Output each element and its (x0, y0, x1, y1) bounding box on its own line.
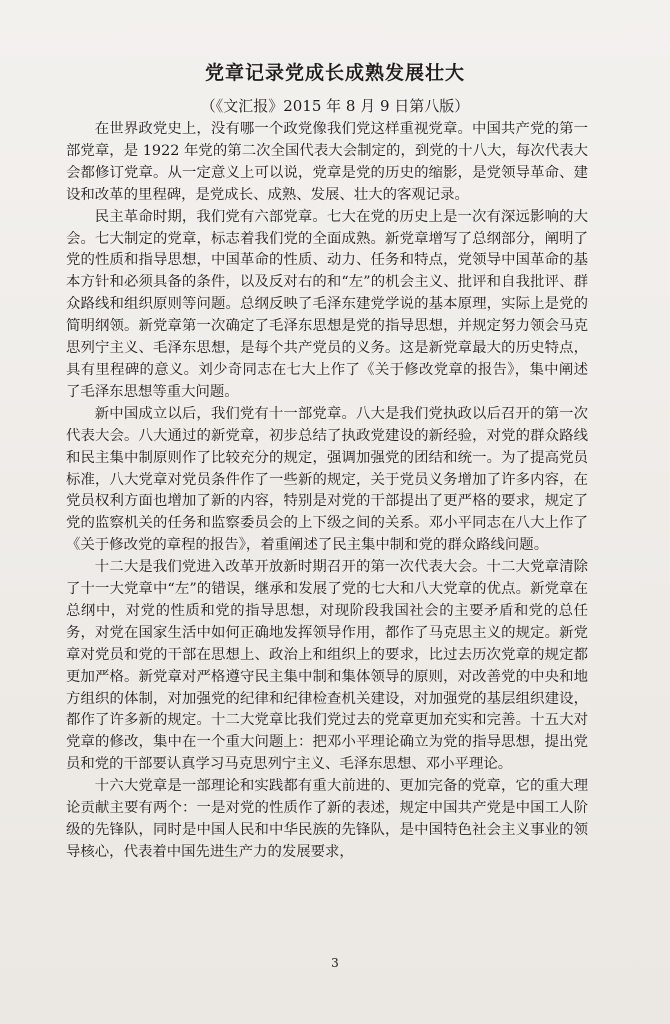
paragraph: 十六大党章是一部理论和实践都有重大前进的、更加完备的党章，它的重大理论贡献主要有两个：一是对党的性质作了新的表述，规定中国共产党是中国工人阶级的先锋队，同时是中国人民和中华民族的先锋队，是中国特色社会主义事业的领导核心，代表着中国先进生产力的发展要求， (66, 778, 588, 860)
paragraph: 十二大是我们党进入改革开放新时期召开的第一次代表大会。十二大党章清除了十一大党章中“左”的错误，继承和发展了党的七大和八大党章的优点。新党章在总纲中，对党的性质和党的指导思想，对现阶段我国社会的主要矛盾和党的总任务，对党在国家生活中如何正确地发挥领导作用，都作了马克思主义的规定。新党章对党员和党的干部在思想上、政治上和组织上的要求，比过去历次党章的规定都更加严格。新党章对严格遵守民主集中制和集体领导的原则，对改善党的中央和地方组织的体制，对加强党的纪律和纪律检查机关建设，对加强党的基层组织建设，都作了许多新的规定。十二大党章比我们党过去的党章更加充实和完善。十五大对党章的修改，集中在一个重大问题上：把邓小平理论确立为党的指导思想，提出党员和党的干部要认真学习马克思列宁主义、毛泽东思想、邓小平理论。 (66, 559, 588, 773)
article-body (66, 119, 588, 864)
paragraph: 在世界政党史上，没有哪一个政党像我们党这样重视党章。中国共产党的第一部党章，是 1922 年党的第二次全国代表大会制定的，到党的十八大，每次代表大会都修订党章。从一定意义上可以说，党章是党的历史的缩影，是党领导革命、建设和改革的里程碑，是党成长、成熟、发展、壮大的客观记录。 (66, 121, 588, 203)
article-title: 党章记录党成长成熟发展壮大 (204, 62, 465, 84)
page-number: 3 (331, 956, 339, 970)
article-source: （《文汇报》2015 年 8 月 9 日第八版） (200, 97, 470, 115)
paragraph: 新中国成立以后，我们党有十一部党章。八大是我们党执政以后召开的第一次代表大会。八大通过的新党章，初步总结了执政党建设的新经验，对党的群众路线和民主集中制原则作了比较充分的规定，强调加强党的团结和统一。为了提高党员标准，八大党章对党员条件作了一些新的规定，关于党员义务增加了许多内容，在党员权利方面也增加了新的内容，特别是对党的干部提出了更严格的要求，规定了党的监察机关的任务和监察委员会的上下级之间的关系。邓小平同志在八大上作了《关于修改党的章程的报告》，着重阐述了民主集中制和党的群众路线问题。 (66, 405, 588, 554)
paragraph: 民主革命时期，我们党有六部党章。七大在党的历史上是一次有深远影响的大会。七大制定的党章，标志着我们党的全面成熟。新党章增写了总纲部分，阐明了党的性质和指导思想，中国革命的性质、动力、任务和特点，党领导中国革命的基本方针和必须具备的条件，以及反对右的和“左”的机会主义、批评和自我批评、群众路线和组织原则等问题。总纲反映了毛泽东建党学说的基本原理，实际上是党的简明纲领。新党章第一次确定了毛泽东思想是党的指导思想，并规定努力领会马克思列宁主义、毛泽东思想，是每个共产党员的义务。这是新党章最大的历史特点，具有里程碑的意义。刘少奇同志在七大上作了《关于修改党章的报告》，集中阐述了毛泽东思想等重大问题。 (66, 208, 588, 400)
